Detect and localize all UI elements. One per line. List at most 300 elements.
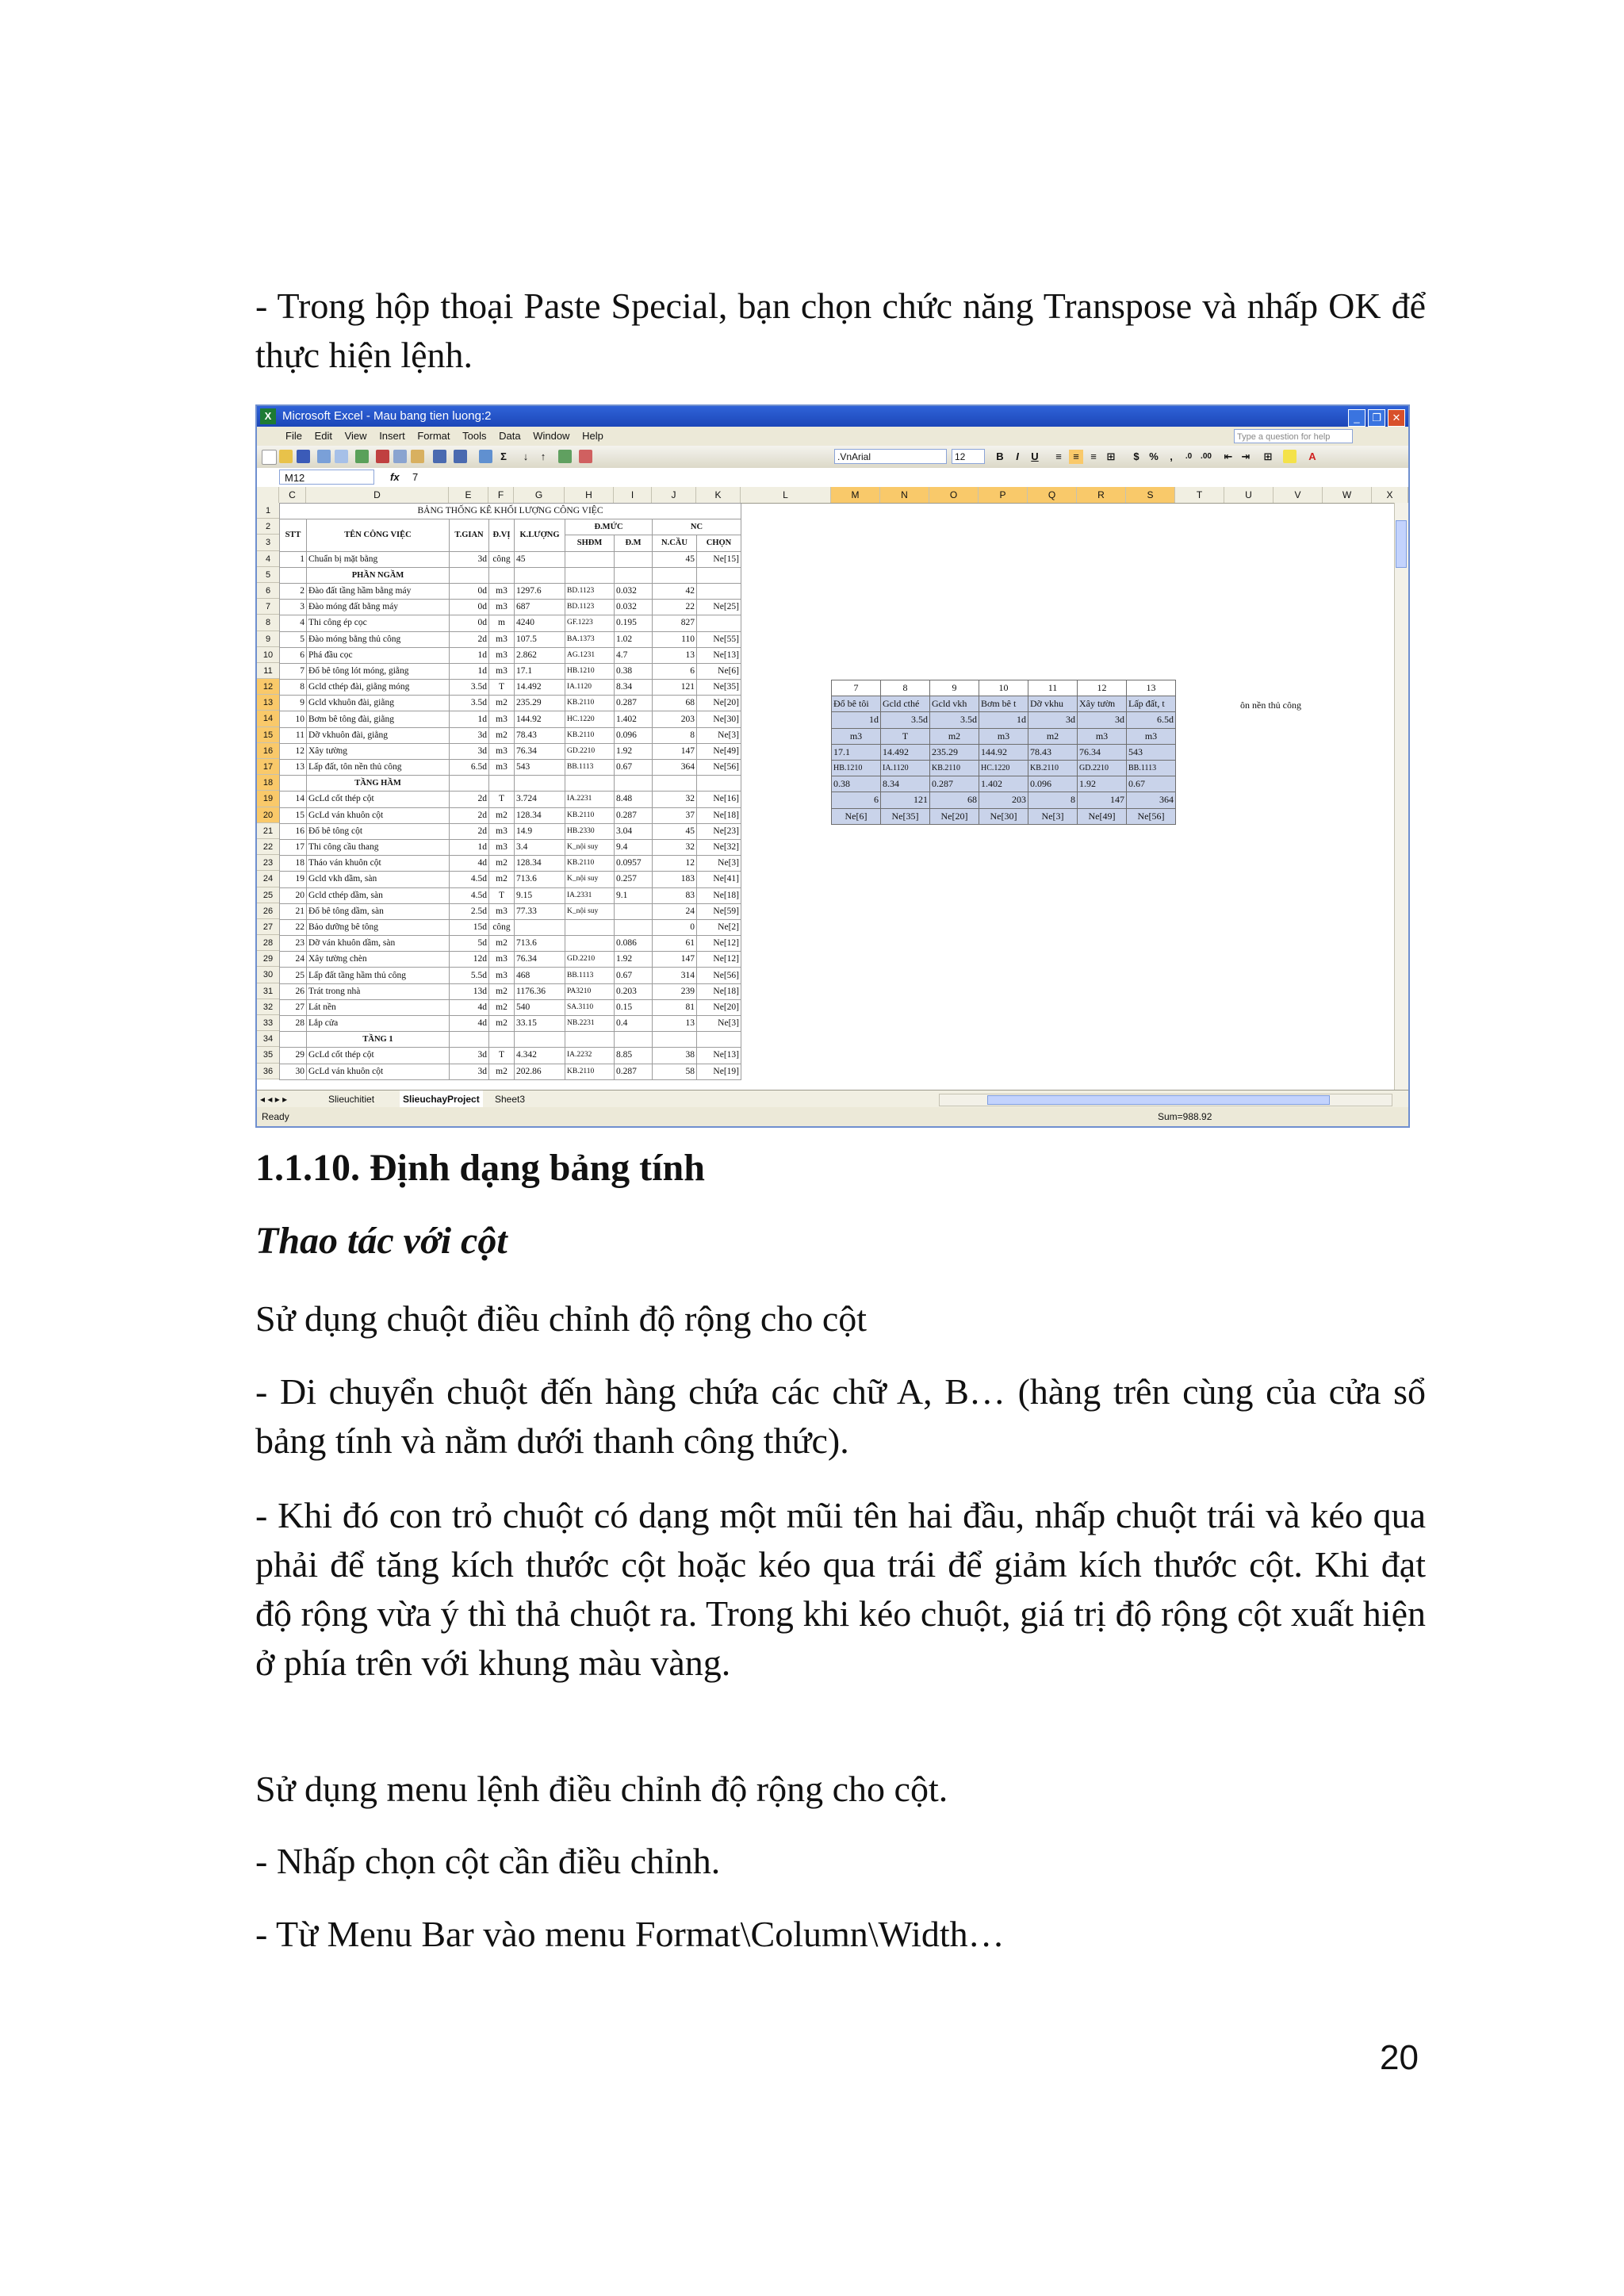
transposed-cell[interactable]: 1.92 [1078, 776, 1127, 792]
cell[interactable]: 0.096 [615, 727, 653, 743]
row-header[interactable]: 28 [257, 935, 279, 951]
row-header[interactable]: 19 [257, 791, 279, 807]
cell[interactable]: Ne[6] [697, 663, 741, 679]
cell[interactable]: 8.48 [615, 792, 653, 807]
cell[interactable]: 4d [450, 999, 489, 1015]
transposed-cell[interactable]: m3 [1127, 728, 1176, 744]
cell[interactable]: 1176.36 [515, 983, 565, 999]
row-header[interactable]: 4 [257, 551, 279, 567]
paste-icon[interactable] [411, 450, 424, 463]
header-tgian[interactable]: T.GIAN [450, 519, 489, 551]
cell[interactable]: 0d [450, 583, 489, 599]
cell[interactable] [615, 776, 653, 792]
cell[interactable]: 3d [450, 727, 489, 743]
row-header[interactable]: 23 [257, 855, 279, 871]
cell[interactable]: m2 [489, 983, 515, 999]
cell[interactable] [697, 1032, 741, 1048]
row-header[interactable]: 12 [257, 679, 279, 695]
cell[interactable]: 5 [280, 631, 307, 647]
cell[interactable]: 314 [653, 968, 697, 983]
column-header[interactable]: N [880, 487, 929, 503]
cell[interactable]: Lắp cửa [307, 1016, 450, 1032]
cell[interactable]: 0.257 [615, 872, 653, 887]
cell[interactable]: 0.203 [615, 983, 653, 999]
cell[interactable]: 2d [450, 631, 489, 647]
row-header[interactable]: 21 [257, 823, 279, 839]
column-header[interactable]: U [1224, 487, 1274, 503]
cell[interactable]: SA.3110 [565, 999, 615, 1015]
cell[interactable]: 6.5d [450, 760, 489, 776]
cell[interactable]: HB.1210 [565, 663, 615, 679]
cell[interactable]: 45 [515, 551, 565, 567]
section-cell[interactable]: PHẦN NGẦM [307, 567, 450, 583]
cell[interactable]: 45 [653, 823, 697, 839]
cell[interactable]: Dỡ ván khuôn dầm, sàn [307, 936, 450, 952]
cell[interactable]: HB.2330 [565, 823, 615, 839]
cell[interactable]: 32 [653, 792, 697, 807]
cell[interactable]: IA.2231 [565, 792, 615, 807]
cell[interactable] [450, 776, 489, 792]
cell[interactable] [280, 1032, 307, 1048]
transposed-cell[interactable]: 68 [930, 792, 979, 808]
menu-edit[interactable]: Edit [314, 430, 332, 442]
cell[interactable] [450, 1032, 489, 1048]
cell[interactable] [697, 583, 741, 599]
cell[interactable]: KB.2110 [565, 807, 615, 823]
cell[interactable]: m3 [489, 968, 515, 983]
transposed-cell[interactable]: KB.2110 [1028, 760, 1078, 776]
cell[interactable]: Trát trong nhà [307, 983, 450, 999]
row-header[interactable]: 18 [257, 775, 279, 791]
cell[interactable]: 827 [653, 615, 697, 631]
cell[interactable]: 1.92 [615, 743, 653, 759]
column-header[interactable]: S [1126, 487, 1175, 503]
cell[interactable] [515, 919, 565, 935]
cell[interactable]: 4.5d [450, 872, 489, 887]
transposed-cell[interactable]: Xây tườn [1078, 696, 1127, 712]
print-preview-icon[interactable] [335, 450, 348, 463]
cell[interactable]: công [489, 551, 515, 567]
cell[interactable]: Ne[59] [697, 903, 741, 919]
transposed-cell[interactable]: 147 [1078, 792, 1127, 808]
cell[interactable]: 17 [280, 839, 307, 855]
cell[interactable]: Gcld vkh dầm, sàn [307, 872, 450, 887]
cell[interactable]: 9.1 [615, 887, 653, 903]
new-icon[interactable] [262, 450, 277, 465]
menu-help[interactable]: Help [582, 430, 603, 442]
row-header[interactable]: 26 [257, 903, 279, 919]
cell[interactable]: 183 [653, 872, 697, 887]
cell[interactable]: 3.5d [450, 696, 489, 711]
cell[interactable]: m2 [489, 999, 515, 1015]
transposed-cell[interactable]: 3.5d [930, 712, 979, 728]
cell[interactable]: 8.85 [615, 1048, 653, 1064]
minimize-icon[interactable]: _ [1348, 409, 1365, 427]
cell[interactable]: 23 [280, 936, 307, 952]
cell[interactable]: m2 [489, 936, 515, 952]
cell[interactable]: 4.7 [615, 647, 653, 663]
transposed-cell[interactable]: 364 [1127, 792, 1176, 808]
cell[interactable]: Ne[3] [697, 1016, 741, 1032]
transposed-cell[interactable]: 543 [1127, 744, 1176, 760]
transposed-cell[interactable]: 144.92 [979, 744, 1028, 760]
row-header[interactable]: 25 [257, 887, 279, 903]
cell[interactable] [565, 567, 615, 583]
cell[interactable]: Ne[56] [697, 968, 741, 983]
cell[interactable]: 76.34 [515, 952, 565, 968]
header-chon[interactable]: CHỌN [697, 535, 741, 551]
cell[interactable]: m3 [489, 743, 515, 759]
cell[interactable]: 202.86 [515, 1064, 565, 1079]
cell[interactable]: 12 [280, 743, 307, 759]
column-header[interactable]: X [1372, 487, 1408, 503]
merge-center-icon[interactable]: ⊞ [1106, 450, 1116, 462]
cell[interactable]: m3 [489, 583, 515, 599]
cell[interactable] [565, 776, 615, 792]
cell[interactable]: Ne[19] [697, 1064, 741, 1079]
transposed-cell[interactable]: 8 [881, 680, 930, 696]
underline-button[interactable]: U [1031, 450, 1039, 462]
transposed-cell[interactable]: Lấp đất, t [1127, 696, 1176, 712]
cell[interactable]: Ne[32] [697, 839, 741, 855]
sort-desc-icon[interactable]: ↑ [540, 450, 546, 462]
cell[interactable]: 15d [450, 919, 489, 935]
tab-sheet3[interactable]: Sheet3 [495, 1094, 526, 1105]
cell[interactable]: Dỡ vkhuôn đài, giằng [307, 727, 450, 743]
cell[interactable]: 9 [280, 696, 307, 711]
cell[interactable]: Đào đất tầng hầm bằng máy [307, 583, 450, 599]
sort-asc-icon[interactable]: ↓ [523, 450, 529, 462]
redo-icon[interactable] [454, 450, 467, 463]
transposed-cell[interactable]: 78.43 [1028, 744, 1078, 760]
transposed-cell[interactable]: 76.34 [1078, 744, 1127, 760]
column-header[interactable]: V [1274, 487, 1323, 503]
cell[interactable]: K_nội suy [565, 839, 615, 855]
column-header[interactable]: Q [1028, 487, 1077, 503]
cell[interactable]: 0.287 [615, 1064, 653, 1079]
cell[interactable]: 8.34 [615, 680, 653, 696]
transposed-cell[interactable]: 7 [832, 680, 881, 696]
row-header[interactable]: 33 [257, 1015, 279, 1031]
vertical-scrollbar[interactable] [1394, 503, 1408, 1106]
cell[interactable]: 14 [280, 792, 307, 807]
cell[interactable]: Chuẩn bị mặt bằng [307, 551, 450, 567]
cell[interactable]: T [489, 887, 515, 903]
cell[interactable]: 0d [450, 615, 489, 631]
cell[interactable]: Ne[12] [697, 936, 741, 952]
transposed-cell[interactable]: m2 [930, 728, 979, 744]
column-header[interactable]: R [1077, 487, 1126, 503]
cell[interactable]: 32 [653, 839, 697, 855]
header-dmuc[interactable]: Đ.MỨC [565, 519, 653, 535]
restore-icon[interactable]: ❐ [1368, 409, 1385, 427]
cell[interactable]: m3 [489, 903, 515, 919]
header-nc[interactable]: NC [653, 519, 741, 535]
header-dvi[interactable]: Đ.VỊ [489, 519, 515, 551]
header-dm[interactable]: Đ.M [615, 535, 653, 551]
cell[interactable]: Ne[2] [697, 919, 741, 935]
cell[interactable]: 33.15 [515, 1016, 565, 1032]
transposed-cell[interactable]: Ne[6] [832, 808, 881, 824]
cell[interactable]: công [489, 919, 515, 935]
cell[interactable]: BD.1123 [565, 600, 615, 615]
cell[interactable]: 3.04 [615, 823, 653, 839]
transposed-cell[interactable]: 17.1 [832, 744, 881, 760]
cell[interactable]: Đổ bê tông dầm, sàn [307, 903, 450, 919]
cell[interactable]: 1 [280, 551, 307, 567]
cell[interactable]: 128.34 [515, 856, 565, 872]
cell[interactable] [280, 567, 307, 583]
cell[interactable] [280, 776, 307, 792]
transposed-cell[interactable]: 1.402 [979, 776, 1028, 792]
column-header[interactable]: O [929, 487, 979, 503]
cell[interactable]: 0.287 [615, 696, 653, 711]
transposed-cell[interactable]: HB.1210 [832, 760, 881, 776]
cell[interactable]: 203 [653, 711, 697, 727]
cell[interactable]: BD.1123 [565, 583, 615, 599]
cell[interactable]: Xây tường chèn [307, 952, 450, 968]
cell[interactable]: m3 [489, 647, 515, 663]
row-header[interactable]: 1 [257, 503, 279, 519]
cell[interactable]: 14.9 [515, 823, 565, 839]
cell[interactable]: 0.67 [615, 968, 653, 983]
cell[interactable]: 22 [280, 919, 307, 935]
transposed-cell[interactable]: 6.5d [1127, 712, 1176, 728]
transposed-cell[interactable]: 13 [1127, 680, 1176, 696]
column-header[interactable]: C [279, 487, 306, 503]
cell[interactable]: 11 [280, 727, 307, 743]
print-icon[interactable] [317, 450, 331, 463]
cell[interactable]: 13 [653, 1016, 697, 1032]
cell[interactable]: 0.032 [615, 600, 653, 615]
drawing-icon[interactable] [579, 450, 592, 463]
cell[interactable]: Gcld vkhuôn đài, giằng [307, 696, 450, 711]
save-icon[interactable] [297, 450, 310, 463]
cell[interactable]: Gcld cthép đài, giằng móng [307, 680, 450, 696]
cell[interactable] [697, 567, 741, 583]
cell[interactable]: 144.92 [515, 711, 565, 727]
cell[interactable]: 0.287 [615, 807, 653, 823]
cell[interactable]: 6 [653, 663, 697, 679]
cell[interactable]: 713.6 [515, 936, 565, 952]
cell[interactable]: 0.4 [615, 1016, 653, 1032]
cell[interactable]: 1d [450, 647, 489, 663]
cell[interactable]: Đổ bê tông cột [307, 823, 450, 839]
cell[interactable]: 3.4 [515, 839, 565, 855]
menu-format[interactable]: Format [417, 430, 450, 442]
vertical-scroll-thumb[interactable] [1396, 520, 1407, 568]
cell[interactable]: 5.5d [450, 968, 489, 983]
cell[interactable]: 147 [653, 743, 697, 759]
cell[interactable]: 26 [280, 983, 307, 999]
row-header[interactable]: 10 [257, 647, 279, 663]
cell[interactable] [565, 936, 615, 952]
column-header[interactable]: T [1175, 487, 1224, 503]
transposed-cell[interactable]: 0.287 [930, 776, 979, 792]
transposed-cell[interactable]: 0.38 [832, 776, 881, 792]
cell[interactable]: 18 [280, 856, 307, 872]
row-header[interactable]: 6 [257, 583, 279, 599]
cell[interactable]: 468 [515, 968, 565, 983]
cell[interactable]: Ne[18] [697, 983, 741, 999]
header-ncau[interactable]: N.CẦU [653, 535, 697, 551]
transposed-cell[interactable]: 14.492 [881, 744, 930, 760]
row-header[interactable]: 17 [257, 759, 279, 775]
row-header[interactable]: 2 [257, 519, 279, 535]
cell[interactable]: K_nội suy [565, 872, 615, 887]
tab-slieuchayproject[interactable]: SlieuchayProject [400, 1091, 483, 1108]
cell[interactable]: 77.33 [515, 903, 565, 919]
percent-icon[interactable]: % [1149, 450, 1159, 462]
cell[interactable]: T [489, 680, 515, 696]
cell[interactable]: Ne[23] [697, 823, 741, 839]
row-header[interactable]: 15 [257, 727, 279, 743]
transposed-cell[interactable]: 6 [832, 792, 881, 808]
cell[interactable]: 687 [515, 600, 565, 615]
menu-view[interactable]: View [344, 430, 367, 442]
cell[interactable]: 2d [450, 807, 489, 823]
cell[interactable]: 22 [653, 600, 697, 615]
transposed-cell[interactable]: 3d [1078, 712, 1127, 728]
cell[interactable]: 3 [280, 600, 307, 615]
cell[interactable]: 28 [280, 1016, 307, 1032]
cell[interactable]: IA.1120 [565, 680, 615, 696]
cell[interactable] [450, 567, 489, 583]
cell[interactable]: BB.1113 [565, 968, 615, 983]
cell[interactable]: 0.67 [615, 760, 653, 776]
menu-tools[interactable]: Tools [462, 430, 487, 442]
column-header[interactable]: E [449, 487, 488, 503]
italic-button[interactable]: I [1016, 450, 1019, 462]
cell[interactable]: 1d [450, 839, 489, 855]
cell[interactable]: 27 [280, 999, 307, 1015]
cell[interactable]: 81 [653, 999, 697, 1015]
cell[interactable]: m2 [489, 1016, 515, 1032]
cell[interactable]: Ne[13] [697, 1048, 741, 1064]
column-header[interactable]: P [979, 487, 1028, 503]
cell[interactable]: 0 [653, 919, 697, 935]
cell[interactable] [615, 919, 653, 935]
cell[interactable]: 2.862 [515, 647, 565, 663]
cell[interactable]: BA.1373 [565, 631, 615, 647]
cell[interactable]: 13 [280, 760, 307, 776]
cell[interactable]: 540 [515, 999, 565, 1015]
cell[interactable]: 2d [450, 823, 489, 839]
row-header[interactable]: 22 [257, 839, 279, 855]
cell[interactable]: Ne[30] [697, 711, 741, 727]
row-header[interactable]: 29 [257, 951, 279, 967]
close-icon[interactable]: ✕ [1388, 409, 1405, 427]
cell[interactable] [653, 776, 697, 792]
name-box[interactable]: M12 [279, 470, 374, 485]
transposed-cell[interactable]: KB.2110 [930, 760, 979, 776]
cell[interactable]: 19 [280, 872, 307, 887]
cell[interactable] [615, 551, 653, 567]
cell[interactable]: 13 [653, 647, 697, 663]
cell[interactable]: 3d [450, 1064, 489, 1079]
cell[interactable]: 12 [653, 856, 697, 872]
transposed-cell[interactable]: Dỡ vkhu [1028, 696, 1078, 712]
fill-color-icon[interactable] [1283, 450, 1297, 463]
cell[interactable]: GF.1223 [565, 615, 615, 631]
cell[interactable]: 24 [653, 903, 697, 919]
cell[interactable]: m2 [489, 727, 515, 743]
row-header[interactable]: 16 [257, 743, 279, 759]
cell[interactable]: m2 [489, 856, 515, 872]
cell[interactable]: m2 [489, 807, 515, 823]
row-header[interactable]: 35 [257, 1047, 279, 1063]
cell[interactable]: Bảo dưỡng bê tông [307, 919, 450, 935]
cell[interactable]: Đổ bê tông lót móng, giằng [307, 663, 450, 679]
cell[interactable]: GD.2210 [565, 743, 615, 759]
row-header[interactable]: 11 [257, 663, 279, 679]
bold-button[interactable]: B [996, 450, 1004, 462]
copy-icon[interactable] [393, 450, 407, 463]
row-header[interactable]: 34 [257, 1031, 279, 1047]
row-header[interactable]: 27 [257, 919, 279, 935]
cell[interactable]: 3d [450, 1048, 489, 1064]
column-header[interactable]: K [696, 487, 741, 503]
cell[interactable]: 37 [653, 807, 697, 823]
transposed-cell[interactable]: 3d [1028, 712, 1078, 728]
column-header[interactable]: G [514, 487, 565, 503]
sheet-title[interactable]: BẢNG THỐNG KÊ KHỐI LƯỢNG CÔNG VIỆC [280, 504, 741, 519]
column-header[interactable]: D [306, 487, 449, 503]
transposed-cell[interactable]: GD.2210 [1078, 760, 1127, 776]
cell[interactable]: 0.195 [615, 615, 653, 631]
cell[interactable]: m [489, 615, 515, 631]
transposed-cell[interactable]: 9 [930, 680, 979, 696]
cell[interactable]: Ne[3] [697, 856, 741, 872]
cell[interactable]: 61 [653, 936, 697, 952]
cell[interactable]: 4d [450, 856, 489, 872]
cell[interactable]: 7 [280, 663, 307, 679]
transposed-cell[interactable]: Ne[3] [1028, 808, 1078, 824]
transposed-cell[interactable]: Gcld cthé [881, 696, 930, 712]
align-center-icon[interactable]: ≡ [1069, 450, 1083, 464]
cell[interactable]: 15 [280, 807, 307, 823]
cell[interactable]: 543 [515, 760, 565, 776]
tab-nav-arrows-icon[interactable]: ◂ ◂ ▸ ▸ [260, 1094, 288, 1105]
cell[interactable]: 364 [653, 760, 697, 776]
cell[interactable]: 78.43 [515, 727, 565, 743]
undo-icon[interactable] [433, 450, 446, 463]
cell[interactable]: GcLd ván khuôn cột [307, 807, 450, 823]
cell[interactable]: 38 [653, 1048, 697, 1064]
transposed-cell[interactable]: 0.67 [1127, 776, 1176, 792]
cell[interactable]: GcLd cốt thép cột [307, 792, 450, 807]
cell[interactable]: Ne[41] [697, 872, 741, 887]
row-header[interactable]: 20 [257, 807, 279, 823]
column-header[interactable]: M [831, 487, 880, 503]
cell[interactable]: 1d [450, 711, 489, 727]
font-color-icon[interactable]: A [1308, 450, 1316, 462]
cell[interactable]: 4.5d [450, 887, 489, 903]
transposed-cell[interactable]: m3 [1078, 728, 1127, 744]
cell[interactable]: 235.29 [515, 696, 565, 711]
transposed-cell[interactable]: 11 [1028, 680, 1078, 696]
cell[interactable]: Phá đầu cọc [307, 647, 450, 663]
cell[interactable]: 0.086 [615, 936, 653, 952]
transposed-cell[interactable]: HC.1220 [979, 760, 1028, 776]
cell[interactable]: 1.402 [615, 711, 653, 727]
section-cell[interactable]: TẦNG HẦM [307, 776, 450, 792]
cell[interactable]: 1d [450, 663, 489, 679]
transposed-cell[interactable]: 8.34 [881, 776, 930, 792]
borders-icon[interactable]: ⊞ [1263, 450, 1273, 462]
cell[interactable]: NB.2231 [565, 1016, 615, 1032]
row-header[interactable]: 31 [257, 983, 279, 999]
